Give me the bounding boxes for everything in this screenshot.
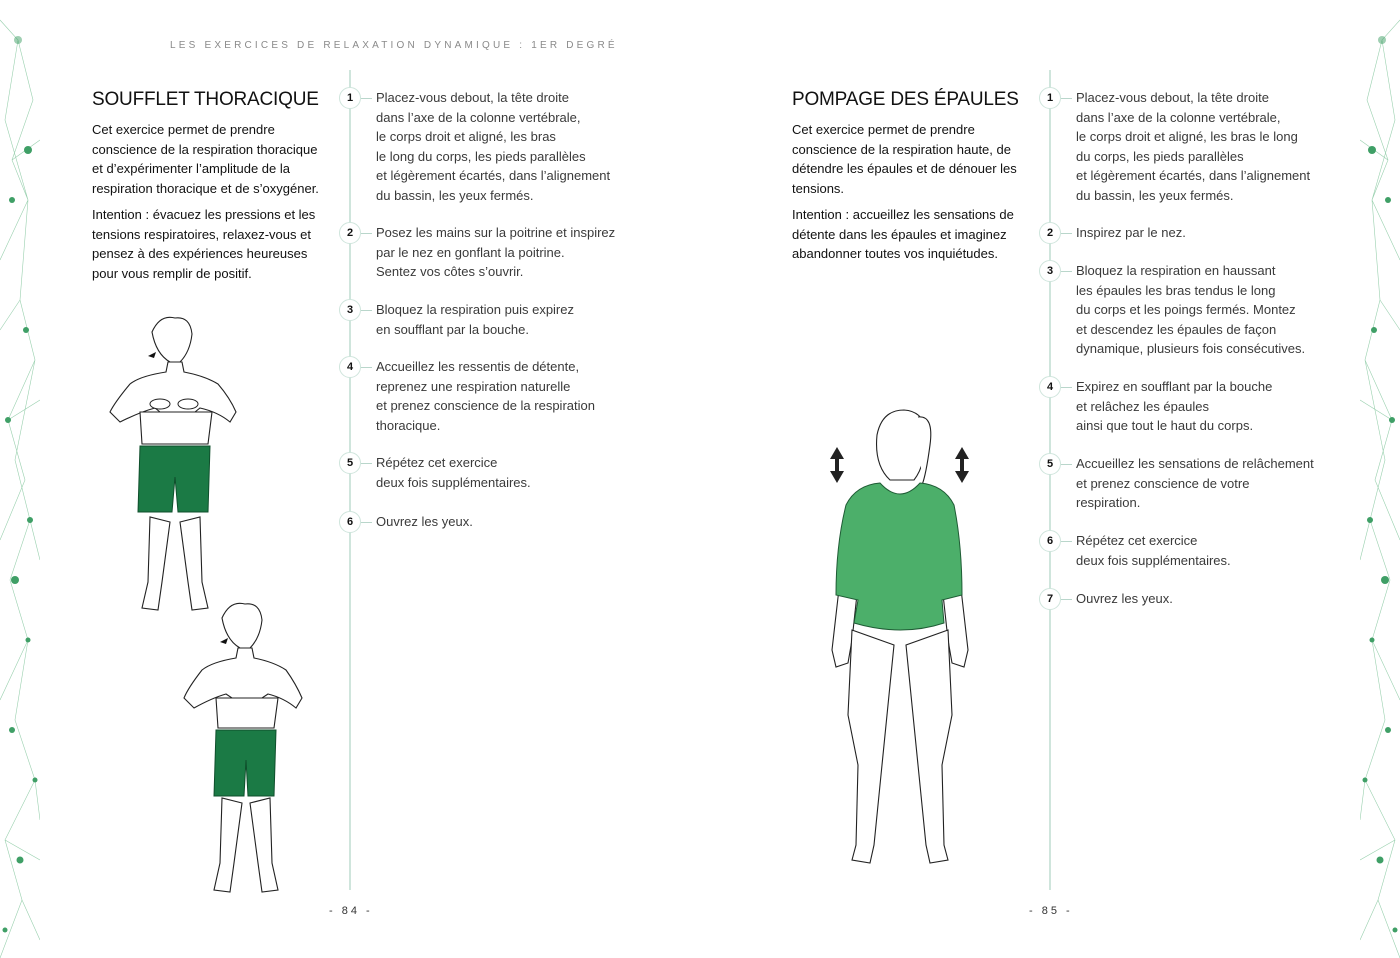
intro-text: Cet exercice permet de prendre conscience de la respiration thoracique et d’expérimenter l’amplitude de la respiration thoracique et de s’oxygéner.	[92, 122, 319, 196]
step-text: Répétez cet exercice deux fois supplémentaires.	[376, 455, 531, 490]
step-connector	[1061, 271, 1072, 272]
exercise-title-left: SOUFFLET THORACIQUE	[92, 89, 319, 110]
step-connector	[361, 233, 372, 234]
network-decoration-left	[0, 0, 40, 958]
step-number-badge: 3	[1039, 260, 1061, 282]
step-connector	[361, 310, 372, 311]
step-text: Accueillez les ressentis de détente, reprenez une respiration naturelle et prenez conscience de la respiration thoracique.	[376, 359, 595, 433]
step-connector	[361, 367, 372, 368]
figure-man-hands-on-chest-2	[180, 598, 315, 898]
step-connector	[361, 98, 372, 99]
step-text: Accueillez les sensations de relâchement et prenez conscience de votre respiration.	[1076, 456, 1314, 510]
page-number-left: - 84 -	[329, 905, 373, 917]
step-number-badge: 5	[339, 452, 361, 474]
step-item	[339, 88, 610, 205]
step-item	[339, 223, 615, 282]
step-number-badge: 4	[339, 356, 361, 378]
step-number-badge: 2	[339, 222, 361, 244]
step-text: Bloquez la respiration puis expirez en soufflant par la bouche.	[376, 302, 574, 337]
step-text: Inspirez par le nez.	[1076, 225, 1186, 240]
step-number-badge: 3	[339, 299, 361, 321]
step-number-badge: 4	[1039, 376, 1061, 398]
step-item	[339, 453, 531, 492]
step-connector	[361, 522, 372, 523]
step-number-badge: 1	[339, 87, 361, 109]
step-number-badge: 6	[339, 511, 361, 533]
step-item	[339, 300, 574, 339]
exercise-intro-left	[92, 120, 327, 290]
step-connector	[1061, 599, 1072, 600]
running-head: LES EXERCICES DE RELAXATION DYNAMIQUE : 1ER DEGRÉ	[170, 40, 618, 51]
intro-text: Cet exercice permet de prendre conscience de la respiration haute, de détendre les épaules et de dénouer les tensions.	[792, 122, 1017, 196]
step-number-badge: 7	[1039, 588, 1061, 610]
step-text: Ouvrez les yeux.	[376, 514, 473, 529]
step-text: Posez les mains sur la poitrine et inspirez par le nez en gonflant la poitrine. Sentez vos côtes s’ouvrir.	[376, 225, 616, 279]
step-connector	[1061, 464, 1072, 465]
exercise-intro-right	[792, 120, 1027, 271]
page-number-right: - 85 -	[1029, 905, 1073, 917]
step-connector	[361, 463, 372, 464]
step-text: Placez-vous debout, la tête droite dans l’axe de la colonne vertébrale, le corps droit et aligné, les bras le long du corps, les pieds parallèles et légèrement écartés, dans l’alignement du bassin, les yeux fermés.	[376, 90, 611, 203]
step-item	[339, 512, 473, 533]
step-item	[1039, 377, 1272, 436]
step-item	[1039, 531, 1231, 570]
step-connector	[1061, 233, 1072, 234]
exercise-title-right: POMPAGE DES ÉPAULES	[792, 89, 1019, 110]
intention-text: Intention : évacuez les pressions et les tensions respiratoires, relaxez-vous et pensez à des expériences heureuses pour vous remplir de positif.	[92, 207, 316, 281]
figure-man-hands-on-chest-1	[100, 312, 250, 617]
step-number-badge: 5	[1039, 453, 1061, 475]
step-connector	[1061, 541, 1072, 542]
step-item	[1039, 223, 1186, 244]
step-text: Ouvrez les yeux.	[1076, 591, 1173, 606]
figure-woman-shoulder-shrug	[822, 405, 982, 870]
step-text: Répétez cet exercice deux fois supplémentaires.	[1076, 533, 1231, 568]
step-number-badge: 1	[1039, 87, 1061, 109]
step-item	[339, 357, 595, 435]
step-connector	[1061, 98, 1072, 99]
arrow-up-down-icon-right	[955, 447, 969, 483]
step-text: Expirez en soufflant par la bouche et relâchez les épaules ainsi que tout le haut du corps.	[1076, 379, 1273, 433]
step-text: Bloquez la respiration en haussant les épaules les bras tendus le long du corps et les poings fermés. Montez et descendez les épaules de façon dynamique, plusieurs fois consécutives.	[1076, 263, 1306, 356]
step-item	[1039, 261, 1305, 359]
step-connector	[1061, 387, 1072, 388]
step-item	[1039, 454, 1314, 513]
step-number-badge: 6	[1039, 530, 1061, 552]
step-number-badge: 2	[1039, 222, 1061, 244]
step-item	[1039, 589, 1173, 610]
arrow-up-down-icon-left	[830, 447, 844, 483]
network-decoration-right	[1360, 0, 1400, 958]
intention-text: Intention : accueillez les sensations de détente dans les épaules et imaginez abandonner toutes vos inquiétudes.	[792, 207, 1014, 261]
step-item	[1039, 88, 1310, 205]
step-text: Placez-vous debout, la tête droite dans l’axe de la colonne vertébrale, le corps droit et aligné, les bras le long du corps, les pieds parallèles et légèrement écartés, dans l’alignement du bassin, les yeux fermés.	[1076, 90, 1311, 203]
